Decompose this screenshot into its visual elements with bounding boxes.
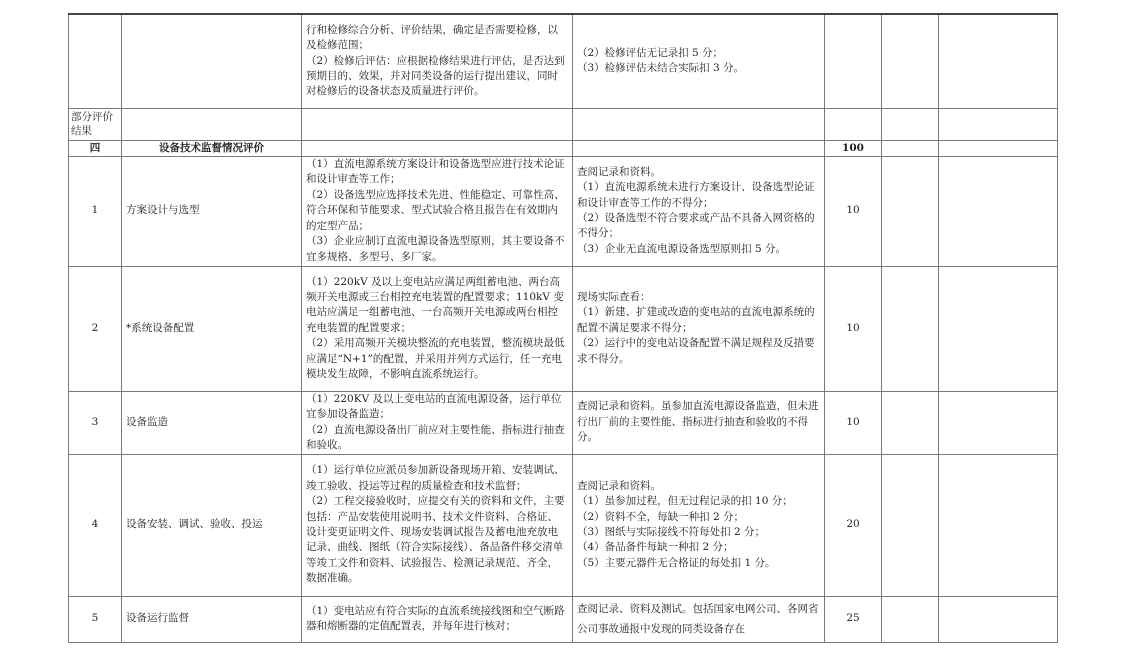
cell-standard <box>302 596 573 642</box>
method-line: （4）备品备件每缺一种扣 2 分； <box>577 541 734 554</box>
cell-method <box>573 156 825 266</box>
cell-deduction <box>882 108 939 140</box>
method-line: （3）检修评估未结合实际扣 3 分。 <box>577 62 745 75</box>
cell-method <box>573 14 825 108</box>
method-line: 查阅记录和资料。 <box>577 165 661 178</box>
item-name: 设备安装、调试、验收、投运 <box>122 454 302 596</box>
standard-line: （2）设备选型应选择技术先进、性能稳定、可靠性高、符合环保和节能要求、型式试验合格且报告在有效期内的定型产品； <box>306 188 565 232</box>
cell-deduction <box>882 14 939 108</box>
cell-deduction <box>882 391 939 454</box>
cell-method <box>573 391 825 454</box>
continuation-row <box>69 14 1058 108</box>
cell-standard <box>302 266 573 391</box>
cell-remark <box>939 266 1058 391</box>
item-number: 1 <box>69 156 122 266</box>
cell-standard <box>302 14 573 108</box>
item-number: 5 <box>69 596 122 642</box>
table-row <box>69 156 1058 266</box>
partial-result-label: 部分评价结果 <box>69 108 122 140</box>
method-line: （5）主要元器件无合格证的每处扣 1 分。 <box>577 556 776 569</box>
item-score: 10 <box>825 156 882 266</box>
cell-remark <box>939 391 1058 454</box>
method-line: （2）运行中的变电站设备配置不满足规程及反措要求不得分。 <box>577 337 815 365</box>
partial-result-row <box>69 108 1058 140</box>
item-name: 设备运行监督 <box>122 596 302 642</box>
cell-method <box>573 266 825 391</box>
cell-standard <box>302 108 573 140</box>
standard-line: （1）变电站应有符合实际的直流系统接线图和空气断路器和熔断器的定值配置表，并每年进行核对； <box>306 604 565 632</box>
item-name: *系统设备配置 <box>122 266 302 391</box>
cell-standard <box>302 156 573 266</box>
cell-no <box>69 14 122 108</box>
cell-item <box>122 108 302 140</box>
cell-standard <box>302 391 573 454</box>
method-line: （1）虽参加过程，但无过程记录的扣 10 分； <box>577 495 793 508</box>
method-line: （3）企业无直流电源设备选型原则扣 5 分。 <box>577 242 787 255</box>
section-total-score: 100 <box>825 140 882 156</box>
standard-line: （2）检修后评估：应根据检修结果进行评估，是否达到预期目的、效果，并对同类设备的运行提出建议，同时对检修后的设备状态及质量进行评价。 <box>306 54 565 98</box>
cell-method <box>573 596 825 642</box>
table-row <box>69 596 1058 642</box>
method-line: 现场实际查看： <box>577 290 651 303</box>
item-score: 10 <box>825 391 882 454</box>
cell-remark <box>939 454 1058 596</box>
cell-remark <box>939 156 1058 266</box>
cell-remark <box>939 108 1058 140</box>
cell-deduction <box>882 140 939 156</box>
cell-score <box>825 108 882 140</box>
item-score: 10 <box>825 266 882 391</box>
evaluation-table <box>68 13 1058 643</box>
item-name: 方案设计与选型 <box>122 156 302 266</box>
standard-line: （2）采用高频开关模块整流的充电装置，整流模块最低应满足“N+1”的配置，并采用并列方式运行，任一充电模块发生故障，不影响直流系统运行。 <box>306 337 565 381</box>
method-line: （3）图纸与实际接线不符每处扣 2 分； <box>577 526 766 538</box>
cell-method <box>573 108 825 140</box>
item-number: 3 <box>69 391 122 454</box>
standard-line: （2）工程交接验收时，应提交有关的资料和文件，主要包括：产品安装使用说明书、技术文件资料、合格证、设计变更证明文件、现场安装调试报告及蓄电池充放电记录、曲线、图纸（符合实际接线）、备品备件移交清单等竣工文件和资料、试验报告、检测记录规范、齐全，数据准确。 <box>306 495 565 585</box>
method-line: 查阅记录、资料及测试。包括国家电网公司、各网省公司事故通报中发现的同类设备存在 <box>577 603 819 635</box>
method-line: 查阅记录和资料。 <box>577 479 661 492</box>
item-score: 20 <box>825 454 882 596</box>
cell-standard <box>302 454 573 596</box>
item-number: 2 <box>69 266 122 391</box>
cell-remark <box>939 14 1058 108</box>
standard-line: （2）直流电源设备出厂前应对主要性能、指标进行抽查和验收。 <box>306 423 565 451</box>
cell-method <box>573 454 825 596</box>
standard-line: 行和检修综合分析、评价结果，确定是否需要检修，以及检修范围； <box>306 23 558 52</box>
section-title: 设备技术监督情况评价 <box>122 140 302 156</box>
method-line: （2）检修评估无记录扣 5 分； <box>577 46 724 59</box>
standard-line: （3）企业应制订直流电源设备选型原则，其主要设备不宜多规格、多型号、多厂家。 <box>306 235 565 263</box>
method-line: （1）新建、扩建或改造的变电站的直流电源系统的配置不满足要求不得分； <box>577 306 815 334</box>
table-row <box>69 391 1058 454</box>
item-score: 25 <box>825 596 882 642</box>
method-line: （2）设备选型不符合要求或产品不具备入网资格的不得分； <box>577 212 815 240</box>
cell-deduction <box>882 596 939 642</box>
standard-line: （1）220KV 及以上变电站的直流电源设备，运行单位宜参加设备监造； <box>306 392 562 421</box>
cell-item <box>122 14 302 108</box>
cell-deduction <box>882 454 939 596</box>
cell-remark <box>939 596 1058 642</box>
table-row <box>69 266 1058 391</box>
section-header-row <box>69 140 1058 156</box>
cell-deduction <box>882 156 939 266</box>
cell-remark <box>939 140 1058 156</box>
cell-score <box>825 14 882 108</box>
standard-line: （1）直流电源系统方案设计和设备选型应进行技术论证和设计审查等工作； <box>306 158 565 186</box>
item-number: 4 <box>69 454 122 596</box>
cell-deduction <box>882 266 939 391</box>
item-name: 设备监造 <box>122 391 302 454</box>
method-line: （2）资料不全，每缺一种扣 2 分； <box>577 510 745 523</box>
section-number: 四 <box>69 140 122 156</box>
standard-line: （1）220kV 及以上变电站应满足两组蓄电池、两台高频开关电源或三台相控充电装置的配置要求；110kV 变电站应满足一组蓄电池、一台高频开关电源或两台相控充电装置的配置要求； <box>306 275 564 334</box>
method-line: （1）直流电源系统未进行方案设计、设备选型论证和设计审查等工作的不得分； <box>577 181 815 209</box>
method-line: 查阅记录和资料。虽参加直流电源设备监造，但未进行出厂前的主要性能、指标进行抽查和验收的不得分。 <box>577 400 819 444</box>
cell-method <box>573 140 825 156</box>
cell-standard <box>302 140 573 156</box>
standard-line: （1）运行单位应派员参加新设备现场开箱、安装调试、竣工验收、投运等过程的质量检查和技术监督； <box>306 464 565 492</box>
table-row <box>69 454 1058 596</box>
